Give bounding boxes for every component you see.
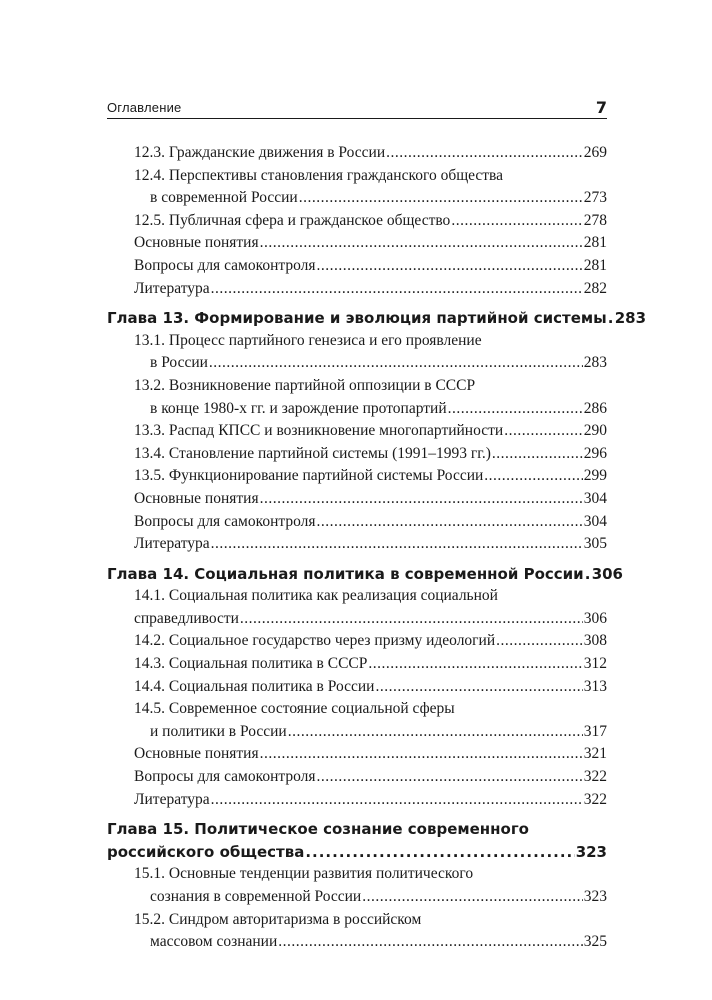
toc-chapter-title: Глава 14. Социальная политика в современной России <box>107 564 584 583</box>
toc-entry-title: 12.4. Перспективы становления гражданского общества <box>134 166 504 184</box>
toc-row <box>107 766 607 789</box>
toc-page-number: 269 <box>583 144 607 161</box>
toc-page-number: 278 <box>583 211 607 229</box>
toc-chapter-row <box>107 307 647 330</box>
dot-leader <box>240 608 583 631</box>
toc-entry-title: в конце 1980-х гг. и зарождение протопартий <box>150 399 447 417</box>
toc-row <box>107 330 607 353</box>
dot-leader <box>362 886 583 909</box>
toc-chapter-row <box>107 563 623 586</box>
toc-entry-title: Вопросы для самоконтроля <box>134 512 316 530</box>
toc-page-number: 317 <box>583 722 607 740</box>
toc-row <box>107 886 607 909</box>
toc-page-number: 313 <box>583 677 607 695</box>
dot-leader <box>375 676 582 699</box>
toc-entry-title: сознания в современной России <box>150 888 362 905</box>
toc-page-number: 283 <box>583 354 607 372</box>
toc-entry-title: 14.2. Социальное государство через призму идеологий <box>134 632 496 650</box>
dot-leader <box>209 352 583 375</box>
dot-leader <box>316 511 582 534</box>
toc-row <box>107 443 607 466</box>
toc-row <box>107 187 607 210</box>
toc-row <box>107 698 607 721</box>
page-number: 7 <box>595 98 607 117</box>
toc-row <box>107 585 607 608</box>
toc-page-number: 273 <box>583 189 607 207</box>
dot-leader <box>492 443 583 466</box>
toc-entry-title: в современной России <box>150 189 298 207</box>
toc-chapter-title: российского общества <box>107 842 305 861</box>
toc-page-number: 304 <box>583 489 607 507</box>
toc-entry-title: Литература <box>134 279 210 297</box>
dot-leader <box>211 533 583 556</box>
dot-leader <box>305 841 574 864</box>
toc-row <box>107 398 607 421</box>
toc-page-number: 321 <box>583 745 607 763</box>
toc-page-number: 322 <box>583 790 607 808</box>
toc-row <box>107 511 607 534</box>
toc-chapter-title: Глава 13. Формирование и эволюция партийной системы <box>107 309 607 328</box>
toc-entry-title: 15.2. Синдром авторитаризма в российском <box>134 910 422 928</box>
toc-chapter-row <box>107 841 607 864</box>
toc-page-number: 305 <box>583 535 607 553</box>
dot-leader <box>484 465 582 488</box>
toc-row <box>107 909 607 932</box>
toc-entry-title: 13.5. Функционирование партийной системы России <box>134 467 484 485</box>
dot-leader <box>585 563 591 586</box>
toc-entry-title: и политики в России <box>150 722 287 740</box>
toc-row <box>107 789 607 812</box>
toc-row <box>107 676 607 699</box>
toc-entry-title: 13.3. Распад КПСС и возникновение многопартийности <box>134 422 504 440</box>
toc-row <box>107 420 607 443</box>
toc-entry-title: Вопросы для самоконтроля <box>134 768 316 786</box>
toc-page-number: 323 <box>575 842 607 861</box>
toc-row <box>107 255 607 278</box>
dot-leader <box>316 255 582 278</box>
dot-leader <box>211 278 583 301</box>
toc-page-number: 322 <box>583 768 607 786</box>
toc-page-number: 296 <box>583 444 607 462</box>
dot-leader <box>386 142 583 165</box>
dot-leader <box>608 307 614 330</box>
page-header <box>107 98 607 119</box>
toc-row <box>107 278 607 301</box>
dot-leader <box>448 398 583 421</box>
dot-leader <box>288 721 583 744</box>
toc-row <box>107 465 607 488</box>
toc-entry-title: Литература <box>134 535 210 553</box>
toc-entry-title: 13.2. Возникновение партийной оппозиции в СССР <box>134 376 476 394</box>
running-title: Оглавление <box>107 100 182 115</box>
toc-page-number: 306 <box>591 564 623 583</box>
toc-page-number: 281 <box>583 256 607 274</box>
dot-leader <box>299 187 583 210</box>
toc-row <box>107 863 607 886</box>
toc-row <box>107 533 607 556</box>
toc-entry-title: 14.1. Социальная политика как реализация социальной <box>134 587 498 605</box>
toc-entry-title: 12.5. Публичная сфера и гражданское общество <box>134 211 451 229</box>
toc-row <box>107 142 607 165</box>
toc-row <box>107 165 607 188</box>
toc-entry-title: в России <box>150 354 208 372</box>
toc-entry-title: Литература <box>134 790 210 808</box>
toc-chapter-title: Глава 15. Политическое сознание современного <box>107 820 529 839</box>
toc-row <box>107 931 607 954</box>
toc-entry-title: 12.3. Гражданские движения в России <box>134 144 386 161</box>
toc-page-number: 281 <box>583 234 607 252</box>
toc-page-number: 286 <box>583 399 607 417</box>
toc-entry-title: 14.3. Социальная политика в СССР <box>134 655 368 673</box>
toc-row <box>107 630 607 653</box>
table-of-contents <box>107 142 647 954</box>
dot-leader <box>211 789 583 812</box>
dot-leader <box>278 931 582 954</box>
dot-leader <box>260 232 583 255</box>
toc-page-number: 282 <box>583 279 607 297</box>
toc-entry-title: Основные понятия <box>134 234 259 252</box>
toc-entry-title: справедливости <box>134 609 239 627</box>
dot-leader <box>368 653 582 676</box>
dot-leader <box>451 210 582 233</box>
toc-page-number: 325 <box>583 933 607 951</box>
toc-entry-title: 15.1. Основные тенденции развития политического <box>134 865 474 883</box>
toc-entry-title: массовом сознании <box>150 933 278 951</box>
toc-page-number: 323 <box>583 888 607 905</box>
toc-page-number: 306 <box>583 609 607 627</box>
toc-row <box>107 488 607 511</box>
toc-entry-title: Вопросы для самоконтроля <box>134 256 316 274</box>
dot-leader <box>316 766 582 789</box>
toc-row <box>107 653 607 676</box>
toc-page-number: 283 <box>614 309 647 328</box>
toc-page-number: 304 <box>583 512 607 530</box>
toc-page-number: 299 <box>583 467 607 485</box>
toc-entry-title: 14.5. Современное состояние социальной сферы <box>134 700 455 718</box>
toc-row <box>107 375 607 398</box>
toc-row <box>107 721 607 744</box>
toc-chapter-row <box>107 818 607 841</box>
toc-page-number: 290 <box>583 422 607 440</box>
toc-row <box>107 232 607 255</box>
toc-row <box>107 743 607 766</box>
toc-page-number: 312 <box>583 655 607 673</box>
toc-entry-title: 13.4. Становление партийной системы (1991–1993 гг.) <box>134 444 491 462</box>
toc-row <box>107 608 607 631</box>
toc-page-number: 308 <box>583 632 607 650</box>
toc-row <box>107 352 607 375</box>
dot-leader <box>504 420 583 443</box>
toc-entry-title: 13.1. Процесс партийного генезиса и его проявление <box>134 331 482 349</box>
toc-entry-title: Основные понятия <box>134 745 259 763</box>
toc-row <box>107 210 607 233</box>
toc-entry-title: Основные понятия <box>134 489 259 507</box>
dot-leader <box>260 743 583 766</box>
dot-leader <box>496 630 583 653</box>
toc-entry-title: 14.4. Социальная политика в России <box>134 677 375 695</box>
dot-leader <box>260 488 583 511</box>
